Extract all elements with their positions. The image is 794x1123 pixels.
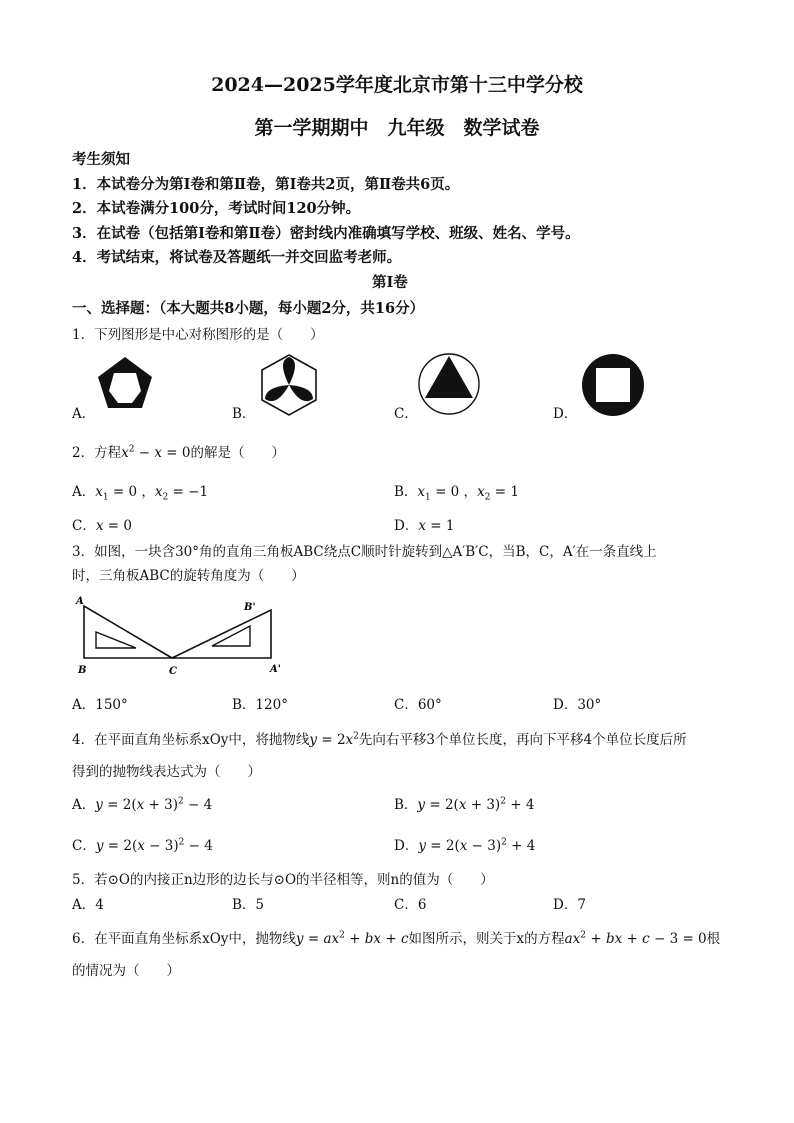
q3-label-c: C [169,666,177,677]
q1-option-c[interactable]: C． [394,406,418,422]
q5-stem: 5．若⊙O的内接正n边形的边长与⊙O的半径相等，则n的值为（ ） [72,872,494,888]
q3-label-b-prime: B' [244,602,256,613]
notice-item-3: 3．在试卷（包括第Ⅰ卷和第Ⅱ卷）密封线内准确填写学校、班级、姓名、学号。 [72,225,580,242]
q5-option-d[interactable]: D．7 [553,897,586,913]
q2-option-d[interactable]: D．x = 1 [394,518,455,534]
q2-stem: 2．方程$x^2 - x = 0$的解是（ ） [72,444,285,461]
q3-option-c[interactable]: C．60° [394,697,442,713]
q6-stem-line2: 的情况为（ ） [72,963,180,979]
q5-option-c[interactable]: C．6 [394,897,427,913]
q1-figure-a-pentagon [95,355,155,415]
notice-item-1: 1．本试卷分为第Ⅰ卷和第Ⅱ卷，第Ⅰ卷共2页，第Ⅱ卷共6页。 [72,176,460,193]
q4-option-a[interactable]: A．$y = 2(x + 3)^2 - 4$ [72,796,213,813]
section-heading: 一、选择题：（本大题共8小题，每小题2分，共16分） [72,300,425,317]
volume-label: 第Ⅰ卷 [372,274,408,291]
q3-stem-line2: 时，三角板ABC的旋转角度为（ ） [72,568,305,584]
q3-option-b[interactable]: B．120° [232,697,288,713]
q1-figure-d-square-in-circle [580,352,646,418]
q5-option-b[interactable]: B．5 [232,897,265,913]
q1-stem: 1．下列图形是中心对称图形的是（ ） [72,327,324,343]
q3-option-a[interactable]: A．150° [72,697,128,713]
q4-stem-line1: 4．在平面直角坐标系xOy中，将抛物线$y = 2x^2$先向右平移3个单位长度，再向下平移4个单位长度后所 [72,731,687,748]
q1-option-d[interactable]: D． [553,406,578,422]
q1-option-b[interactable]: B． [232,406,256,422]
q1-figure-b-hexagon [257,353,321,417]
q3-stem-line1: 3．如图，一块含30°角的直角三角板ABC绕点C顺时针旋转到△A′B′C，当B，C，A′在一条直线上 [72,544,657,560]
q3-label-a: A [76,596,84,607]
q2-option-a[interactable]: A．$x_1 = 0$ ，$x_2 = -1$ [72,484,209,503]
paper-title-line1: 2024—2025学年度北京市第十三中学分校 [211,74,583,96]
notice-heading: 考生须知 [72,151,130,168]
q4-option-d[interactable]: D．$y = 2(x - 3)^2 + 4$ [394,837,536,854]
q2-option-b[interactable]: B．$x_1 = 0$ ，$x_2 = 1$ [394,484,519,503]
q4-option-b[interactable]: B．$y = 2(x + 3)^2 + 4$ [394,796,535,813]
q4-option-c[interactable]: C．$y = 2(x - 3)^2 - 4$ [72,837,213,854]
q5-option-a[interactable]: A．4 [72,897,104,913]
q6-stem-line1: 6．在平面直角坐标系xOy中，抛物线$y = ax^2$ + bx + c如图所示，则关于x的方程$ax^2$ + bx + c − 3 = 0根 [72,930,721,947]
q4-stem-line2: 得到的抛物线表达式为（ ） [72,764,261,780]
q3-option-d[interactable]: D．30° [553,697,602,713]
q3-label-a-prime: A' [270,664,281,675]
paper-title-line2: 第一学期期中 九年级 数学试卷 [254,117,540,139]
q1-figure-c-triangle-in-circle [417,352,481,416]
q3-label-b: B [78,665,87,676]
q3-rotation-figure [72,596,292,678]
q1-option-a[interactable]: A． [72,406,96,422]
notice-item-4: 4．考试结束，将试卷及答题纸一并交回监考老师。 [72,249,402,266]
notice-item-2: 2．本试卷满分100分，考试时间120分钟。 [72,200,361,217]
q2-option-c[interactable]: C．x = 0 [72,518,132,534]
